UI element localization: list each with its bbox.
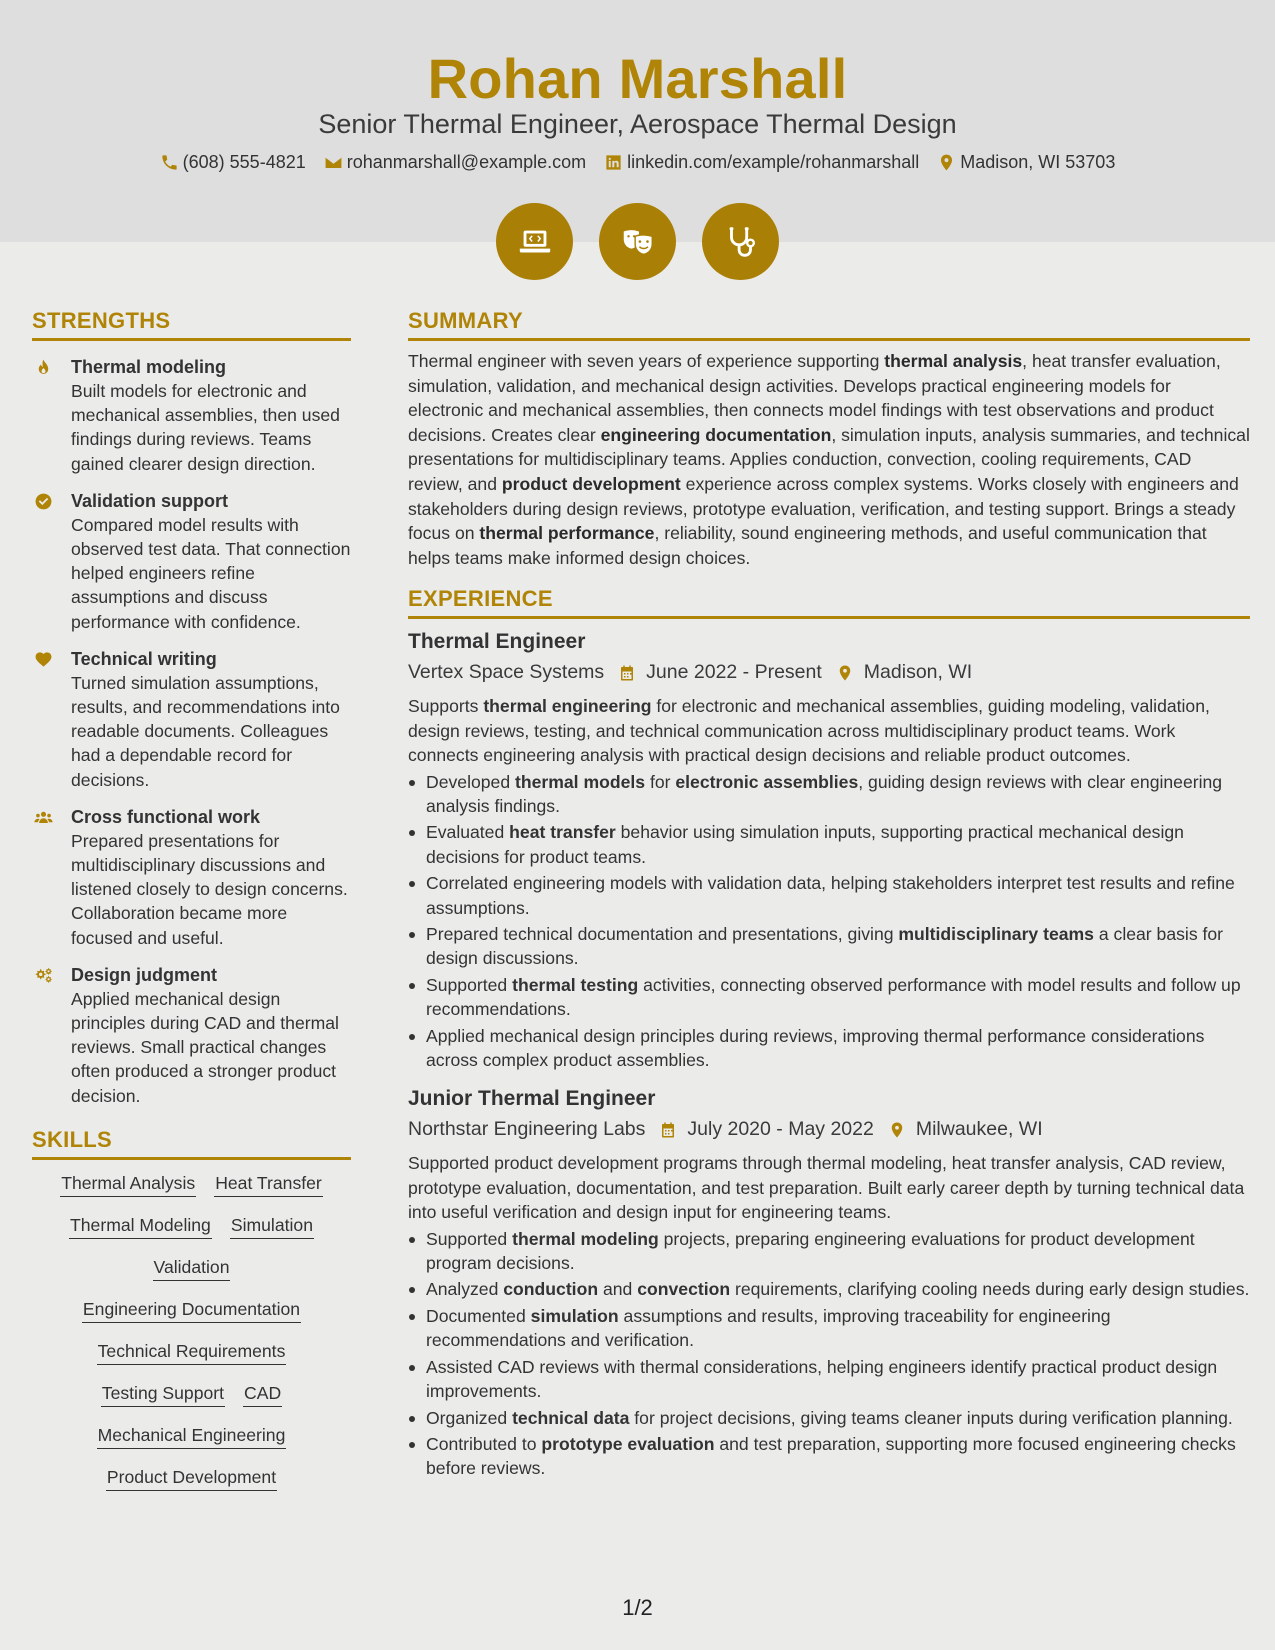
strength-title: Validation support xyxy=(71,490,229,511)
summary-text xyxy=(408,349,1250,570)
bold-text: engineering documentation xyxy=(600,424,832,445)
contact-location xyxy=(937,152,1115,173)
left-column xyxy=(32,308,351,1491)
text-run: Supported product development programs through thermal modeling, heat transfer analysis, CAD review, prototype evaluation, documentation, and test preparation. Built early career depth by turning technical data into useful verification and design input for engineering teams. xyxy=(408,1153,1245,1223)
job-bullet xyxy=(408,871,1250,920)
text-run: for electronic and mechanical assemblies, guiding modeling, validation, design reviews, testing, and technical communication across multidisciplinary product teams. Work connects engineering analysis with practical design decisions and reliable product outcomes. xyxy=(408,696,1210,766)
text-run: experience across complex systems. Works closely with engineers and stakeholders during design reviews, prototype evaluation, verification, and testing support. Brings a steady focus on xyxy=(408,473,1239,544)
text-run: and xyxy=(598,1279,638,1300)
theater-masks-icon xyxy=(619,223,657,261)
text-run: behavior using simulation inputs, supporting practical mechanical design decisions for product teams. xyxy=(426,822,1184,867)
strength-item xyxy=(32,355,351,476)
strength-desc: Compared model results with observed test data. That connection helped engineers refine assumptions and discuss performance with confidence. xyxy=(71,514,351,632)
strength-title: Technical writing xyxy=(71,648,217,669)
phone-icon xyxy=(160,153,179,172)
envelope-icon xyxy=(324,153,343,172)
interest-circle-stethoscope xyxy=(702,203,779,280)
email-text: rohanmarshall@example.com xyxy=(346,152,587,172)
phone-text: (608) 555-4821 xyxy=(182,152,306,172)
check-circle-icon xyxy=(33,492,54,511)
strength-desc: Turned simulation assumptions, results, and recommendations into readable documents. Colleagues had a dependable record for decisions. xyxy=(71,672,340,790)
text-run: Developed xyxy=(426,771,516,792)
map-pin-icon xyxy=(888,1120,906,1140)
strengths-heading: STRENGTHS xyxy=(32,308,351,341)
job-bullets xyxy=(408,770,1250,1073)
text-run: a clear basis for design discussions. xyxy=(426,924,1224,969)
skill-tag: Testing Support xyxy=(101,1382,225,1407)
job-bullet xyxy=(408,770,1250,819)
text-run: Correlated engineering models with validation data, helping stakeholders interpret test results and refine assumptions. xyxy=(426,873,1235,918)
skill-tag: Simulation xyxy=(230,1214,314,1239)
text-run: Assisted CAD reviews with thermal considerations, helping engineers identify practical product design improvements. xyxy=(426,1356,1218,1402)
map-pin-icon xyxy=(836,663,854,683)
skills-list xyxy=(32,1172,351,1491)
contact-email[interactable] xyxy=(324,152,586,173)
job-dates: June 2022 - Present xyxy=(646,661,822,684)
calendar-icon xyxy=(659,1120,677,1140)
page-number: 1/2 xyxy=(622,1595,653,1620)
job-bullets xyxy=(408,1227,1250,1481)
text-run: for xyxy=(645,771,676,792)
text-run: assumptions and results, improving traceability for engineering recommendations and verification. xyxy=(426,1305,1111,1351)
job-company: Northstar Engineering Labs xyxy=(408,1118,646,1141)
job-company: Vertex Space Systems xyxy=(408,661,605,684)
text-run: Thermal engineer with seven years of experience supporting xyxy=(408,351,885,371)
text-run: , guiding design reviews with clear engineering analysis findings. xyxy=(426,771,1223,816)
bold-text: product development xyxy=(501,473,681,494)
contact-bar xyxy=(0,152,1275,173)
bold-text: convection xyxy=(637,1279,731,1300)
strength-desc: Applied mechanical design principles during CAD and thermal reviews. Small practical changes often produced a stronger product decision. xyxy=(71,988,339,1106)
interest-circle-masks xyxy=(599,203,676,280)
job-location: Milwaukee, WI xyxy=(915,1118,1043,1141)
text-run: Supported xyxy=(426,974,513,995)
job-description xyxy=(408,1151,1250,1224)
text-run: and test preparation, supporting more focused engineering checks before reviews. xyxy=(426,1433,1236,1479)
skills-heading: SKILLS xyxy=(32,1127,351,1160)
contact-linkedin[interactable] xyxy=(604,152,919,173)
text-run: projects, preparing engineering evaluations for product development program decisions. xyxy=(426,1228,1195,1274)
bold-text: simulation xyxy=(530,1305,619,1326)
job-bullet xyxy=(408,1024,1250,1073)
text-run: Analyzed xyxy=(426,1279,504,1300)
text-run: Evaluated xyxy=(426,822,510,843)
candidate-name: Rohan Marshall xyxy=(427,47,848,110)
skill-tag: Thermal Analysis xyxy=(60,1172,196,1197)
job-title: Thermal Engineer xyxy=(408,630,586,654)
interest-circle-laptop xyxy=(496,203,573,280)
text-run: Supported xyxy=(426,1228,513,1249)
skill-tag: Mechanical Engineering xyxy=(97,1424,287,1449)
text-run: Organized xyxy=(426,1407,513,1428)
job-bullet xyxy=(408,1406,1250,1430)
experience-heading: EXPERIENCE xyxy=(408,586,1250,619)
right-column xyxy=(408,308,1250,1483)
text-run: requirements, clarifying cooling needs during early design studies. xyxy=(730,1279,1250,1300)
strength-item xyxy=(32,489,351,634)
text-run: , heat transfer evaluation, simulation, validation, and mechanical design activities. Develops practical engineering models for electronic and mechanical assemblies, then connects model findings with test observations and product decisions. Creates clear xyxy=(408,351,1221,445)
skill-tag: Validation xyxy=(153,1256,231,1281)
bold-text: thermal analysis xyxy=(884,351,1023,371)
strength-title: Cross functional work xyxy=(71,806,261,827)
stethoscope-icon xyxy=(722,223,760,261)
bold-text: electronic assemblies xyxy=(675,771,859,792)
strength-desc: Prepared presentations for multidisciplinary discussions and listened closely to design concerns. Collaboration became more focused and useful. xyxy=(71,830,348,948)
job-bullet xyxy=(408,922,1250,971)
strength-title: Thermal modeling xyxy=(71,357,227,377)
text-run: for project decisions, giving teams cleaner inputs during verification planning. xyxy=(629,1407,1233,1428)
job-bullet xyxy=(408,1355,1250,1404)
job-meta xyxy=(408,661,1250,684)
bold-text: prototype evaluation xyxy=(541,1433,715,1454)
location-text: Madison, WI 53703 xyxy=(960,152,1116,172)
bold-text: conduction xyxy=(503,1279,599,1300)
linkedin-icon xyxy=(604,153,623,172)
summary-heading: SUMMARY xyxy=(408,308,1250,341)
job-description xyxy=(408,694,1250,767)
contact-phone[interactable] xyxy=(160,152,306,173)
job-dates: July 2020 - May 2022 xyxy=(687,1118,874,1141)
strength-desc: Built models for electronic and mechanical assemblies, then used findings during reviews. Teams gained clearer design direction. xyxy=(71,381,340,474)
job-location: Madison, WI xyxy=(863,661,973,684)
job-entry xyxy=(408,629,1250,1072)
job-title: Junior Thermal Engineer xyxy=(408,1087,656,1111)
bold-text: thermal performance xyxy=(479,523,655,544)
text-run: Prepared technical documentation and presentations, giving xyxy=(426,924,899,944)
strength-title: Design judgment xyxy=(71,964,218,985)
skill-tag: Engineering Documentation xyxy=(82,1298,301,1323)
bold-text: thermal models xyxy=(515,771,646,792)
users-icon xyxy=(33,808,54,827)
skill-tag: Heat Transfer xyxy=(214,1172,323,1197)
bold-text: thermal modeling xyxy=(512,1228,659,1249)
laptop-code-icon xyxy=(516,223,554,261)
strength-item xyxy=(32,963,351,1108)
job-bullet xyxy=(408,1304,1250,1353)
interest-icons xyxy=(0,203,1275,280)
job-bullet xyxy=(408,1432,1250,1481)
job-bullet xyxy=(408,820,1250,869)
linkedin-text: linkedin.com/example/rohanmarshall xyxy=(627,152,920,172)
strength-item xyxy=(32,805,351,950)
strengths-list xyxy=(32,355,351,1108)
text-run: , reliability, sound engineering methods, and useful communication that helps teams make informed design choices. xyxy=(408,523,1207,568)
skill-tag: Thermal Modeling xyxy=(69,1214,212,1239)
candidate-headline: Senior Thermal Engineer, Aerospace Thermal Design xyxy=(318,109,957,139)
fire-icon xyxy=(33,358,54,377)
bold-text: thermal engineering xyxy=(483,696,652,717)
job-meta xyxy=(408,1118,1250,1141)
heart-icon xyxy=(33,650,54,669)
bold-text: multidisciplinary teams xyxy=(898,924,1094,944)
text-run: Contributed to xyxy=(426,1433,542,1454)
skill-tag: Product Development xyxy=(106,1466,277,1491)
job-entry xyxy=(408,1086,1250,1480)
job-bullet xyxy=(408,1227,1250,1276)
text-run: activities, connecting observed performance with model results and follow up recommendations. xyxy=(426,974,1241,1020)
job-bullet xyxy=(408,1277,1250,1301)
skill-tag: CAD xyxy=(243,1382,282,1407)
job-bullet xyxy=(408,973,1250,1022)
text-run: Supports xyxy=(408,696,484,717)
text-run: , simulation inputs, analysis summaries, and technical presentations for multidisciplinary teams. Applies conduction, convection, cooling requirements, CAD review, and xyxy=(408,424,1250,494)
bold-text: thermal testing xyxy=(512,974,639,995)
text-run: Documented xyxy=(426,1305,531,1326)
calendar-icon xyxy=(618,663,636,683)
strength-item xyxy=(32,647,351,792)
map-pin-icon xyxy=(937,153,956,172)
text-run: Applied mechanical design principles during reviews, improving thermal performance considerations across complex product assemblies. xyxy=(426,1025,1205,1071)
bold-text: technical data xyxy=(512,1407,630,1428)
gears-icon xyxy=(33,966,54,985)
skill-tag: Technical Requirements xyxy=(97,1340,287,1365)
bold-text: heat transfer xyxy=(509,822,616,843)
